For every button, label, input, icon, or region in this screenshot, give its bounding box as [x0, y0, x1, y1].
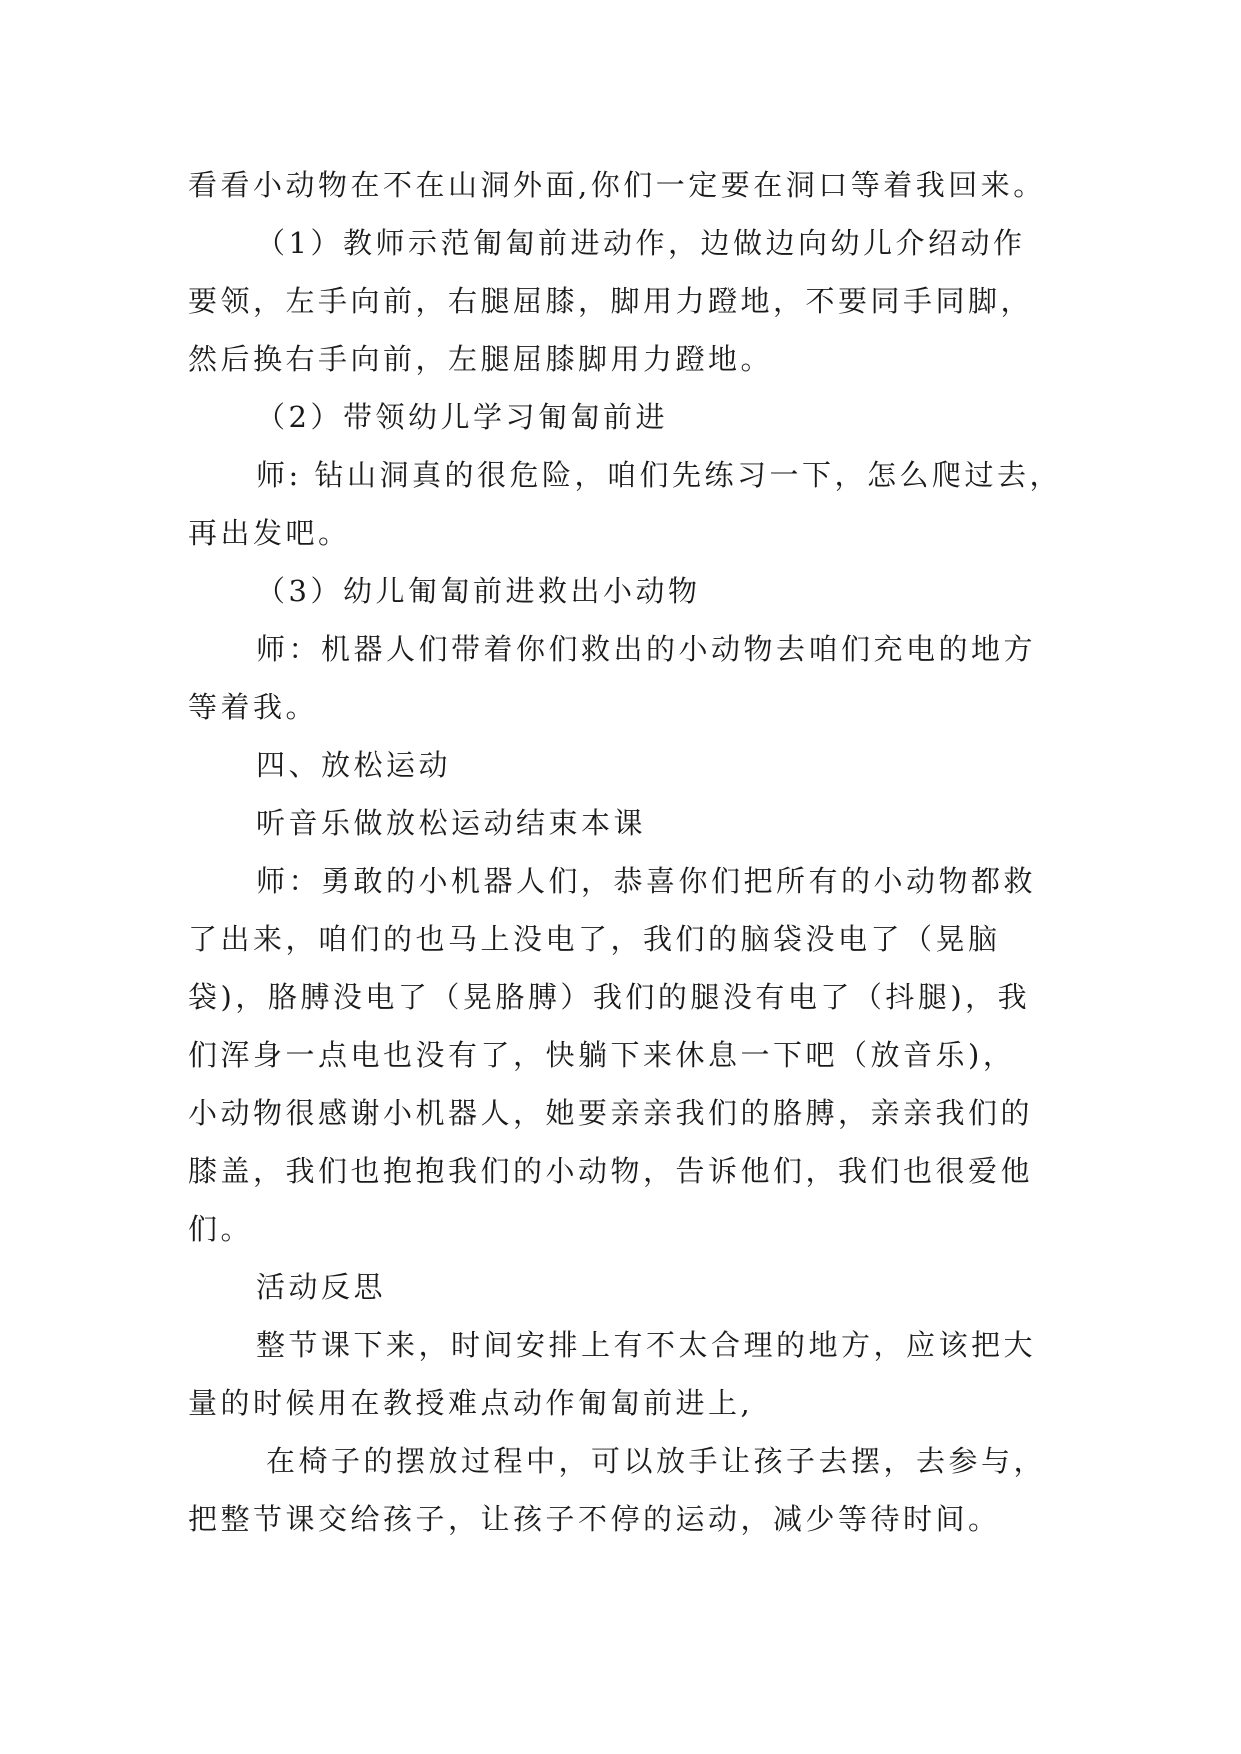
text-line: 听音乐做放松运动结束本课 — [256, 806, 647, 840]
text-line: 膝盖，我们也抱抱我们的小动物，告诉他们，我们也很爱他 — [188, 1154, 1034, 1188]
text-line: 看看小动物在不在山洞外面,你们一定要在洞口等着我回来。 — [188, 168, 1046, 202]
text-line: （3）幼儿匍匐前进救出小动物 — [256, 574, 701, 608]
section-heading: 活动反思 — [256, 1270, 387, 1304]
text-line: 师：勇敢的小机器人们，恭喜你们把所有的小动物都救 — [256, 864, 1037, 898]
text-line: 袋)，胳膊没电了（晃胳膊）我们的腿没有电了（抖腿)，我 — [188, 980, 1031, 1014]
text-line: （1）教师示范匍匐前进动作，边做边向幼儿介绍动作 — [256, 226, 1026, 260]
text-line: 再出发吧。 — [188, 516, 351, 550]
text-line: 然后换右手向前，左腿屈膝脚用力蹬地。 — [188, 342, 774, 376]
text-line: 整节课下来，时间安排上有不太合理的地方，应该把大 — [256, 1328, 1037, 1362]
text-line: 要领，左手向前，右腿屈膝，脚用力蹬地，不要同手同脚， — [188, 284, 1034, 318]
text-line: 小动物很感谢小机器人，她要亲亲我们的胳膊，亲亲我们的 — [188, 1096, 1034, 1130]
text-line: 师: 钻山洞真的很危险，咱们先练习一下，怎么爬过去， — [256, 458, 1062, 492]
text-line: 等着我。 — [188, 690, 319, 724]
section-heading: 四、放松运动 — [256, 748, 452, 782]
text-line: （2）带领幼儿学习匍匐前进 — [256, 400, 668, 434]
text-line: 把整节课交给孩子，让孩子不停的运动，减少等待时间。 — [188, 1502, 1001, 1536]
text-line: 了出来，咱们的也马上没电了，我们的脑袋没电了（晃脑 — [188, 922, 1001, 956]
text-line: 在椅子的摆放过程中，可以放手让孩子去摆，去参与， — [266, 1444, 1047, 1478]
text-line: 量的时候用在教授难点动作匍匐前进上, — [188, 1386, 754, 1420]
text-line: 们。 — [188, 1212, 254, 1246]
text-line: 们浑身一点电也没有了，快躺下来休息一下吧（放音乐)， — [188, 1038, 1016, 1072]
text-line: 师：机器人们带着你们救出的小动物去咱们充电的地方 — [256, 632, 1037, 666]
